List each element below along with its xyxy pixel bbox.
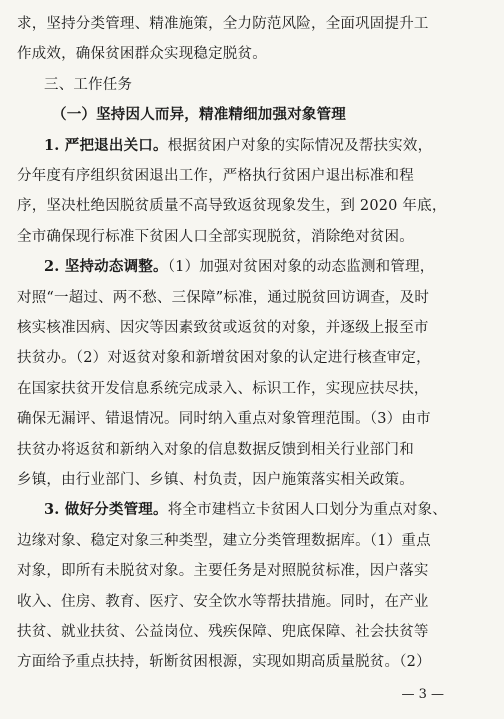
subsection-heading: （一）坚持因人而异，精准精细加强对象管理 [52,106,346,124]
item3-title: 3. 做好分类管理。 [44,501,168,519]
item2-line-6: 确保无漏评、错退情况。同时纳入重点对象管理范围。（3）由市 [17,411,431,428]
item3-first-line [44,500,447,520]
intro-line-2: 作成效，确保贫困群众实现稳定脱贫。 [17,46,267,63]
section-heading: 三、工作任务 [44,76,133,93]
page-number: — 3 — [401,687,444,702]
item2-title: 2. 坚持动态调整。 [44,258,168,276]
item3-line-3: 对象，即所有未脱贫对象。主要任务是对照脱贫标准，因户落实 [17,563,429,580]
item2-line-8: 乡镇，由行业部门、乡镇、村负责，因户施策落实相关政策。 [17,472,414,488]
item2-line-7: 扶贫办将返贫和新纳入对象的信息数据反馈到相关行业部门和 [17,441,414,458]
item1-line-4: 全市确保现行标准下贫困人口全部实现脱贫，消除绝对贫困。 [17,228,414,245]
item3-line-2: 边缘对象、稳定对象三种类型，建立分类管理数据库。（1）重点 [17,532,431,549]
intro-line-1: 求，坚持分类管理、精准施策，全力防范风险，全面巩固提升工 [17,16,429,32]
item2-first-line [44,257,434,277]
item1-text: 根据贫困户对象的实际情况及帮扶实效， [167,137,433,154]
item1-title: 1. 严把退出关口。 [44,136,168,154]
item2-line-4: 扶贫办。（2）对返贫对象和新增贫困对象的认定进行核查审定， [17,350,431,367]
item2-line-3: 核实核准因病、因灾等因素致贫或返贫的对象，并逐级上报至市 [17,320,429,336]
item2-line-2: 对照“一超过、两不愁、三保障”标准，通过脱贫回访调查，及时 [17,289,430,306]
item1-first-line [44,136,432,156]
item3-line-5: 扶贫、就业扶贫、公益岗位、残疾保障、兜底保障、社会扶贫等 [17,624,429,640]
item1-line-2: 分年度有序组织贫困退出工作，严格执行贫困户退出标准和程 [17,168,414,184]
item3-text: 将全市建档立卡贫困人口划分为重点对象、 [167,502,447,519]
item2-line-5: 在国家扶贫开发信息系统完成录入、标识工作，实现应扶尽扶， [17,380,429,397]
item3-line-6: 方面给予重点扶持，斩断贫困根源，实现如期高质量脱贫。（2） [17,654,431,671]
item1-line-3: 序，坚决杜绝因脱贫质量不高导致返贫现象发生，到 2020 年底， [17,198,447,215]
item2-text: （1）加强对贫困对象的动态监测和管理， [167,259,435,276]
item3-line-4: 收入、住房、教育、医疗、安全饮水等帮扶措施。同时，在产业 [17,593,429,610]
